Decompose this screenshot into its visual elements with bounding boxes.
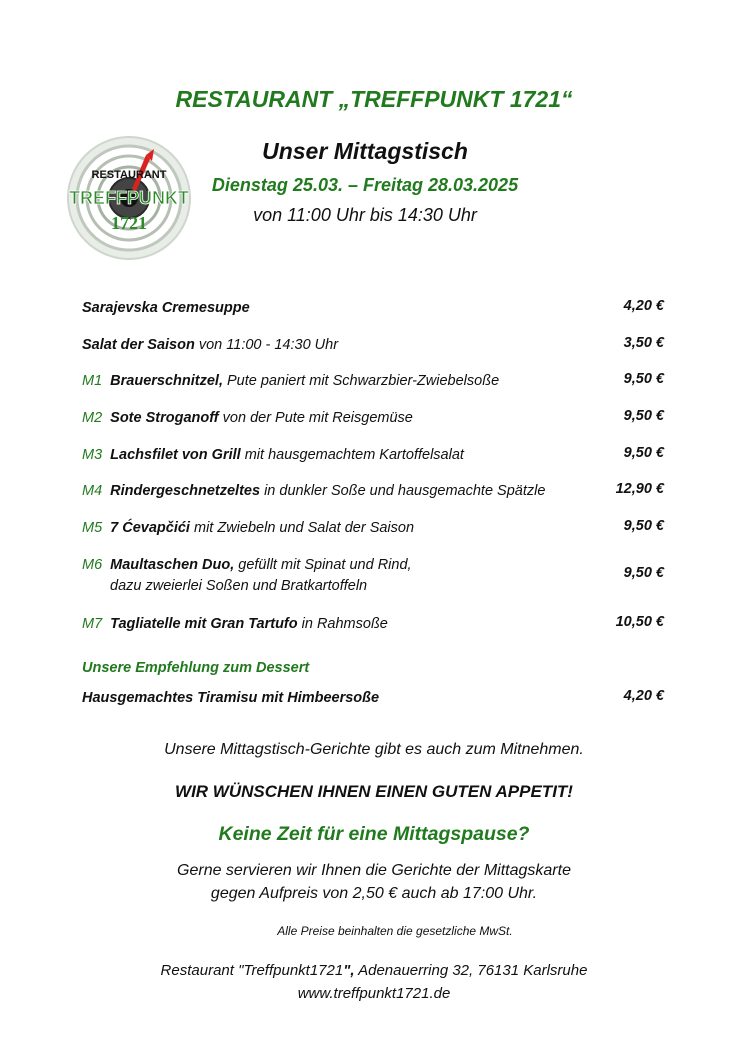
dessert-name: Hausgemachtes Tiramisu mit Himbeersoße xyxy=(82,690,380,706)
menu-item-name: Tagliatelle mit Gran Tartufo xyxy=(110,616,298,632)
menu-item-code: M4 xyxy=(82,483,103,499)
menu-item-code: M1 xyxy=(82,373,103,389)
evening-offer-line1: Gerne servieren wir Ihnen die Gerichte der Mittagskarte xyxy=(177,862,571,879)
menu-item-code: M2 xyxy=(82,410,103,426)
menu-item-name: Sarajevska Cremesuppe xyxy=(82,300,250,316)
menu-item-code: M6 xyxy=(82,557,103,573)
address xyxy=(0,962,748,979)
menu-item-description: von der Pute mit Reisgemüse xyxy=(218,410,413,426)
menu-item-description: Pute paniert mit Schwarzbier-Zwiebelsoße xyxy=(222,373,500,389)
menu-item-name: Rindergeschnetzeltes xyxy=(110,483,261,499)
serving-hours: von 11:00 Uhr bis 14:30 Uhr xyxy=(253,205,477,225)
menu-item-name: 7 Ćevapčići xyxy=(110,520,190,536)
menu-item-name: Lachsfilet von Grill xyxy=(110,447,241,463)
menu-item-description: mit hausgemachtem Kartoffelsalat xyxy=(240,447,464,463)
address-quote: ", xyxy=(343,962,355,979)
menu-item-price: 9,50 € xyxy=(623,408,664,424)
menu-item-price: 4,20 € xyxy=(623,298,664,314)
logo-main-text: TREFFPUNKT xyxy=(69,188,189,208)
address-name: Restaurant "Treffpunkt1721 xyxy=(160,962,344,979)
evening-offer-line2: gegen Aufpreis von 2,50 € auch ab 17:00 Uhr. xyxy=(210,885,538,902)
menu-item-name: Salat der Saison xyxy=(82,337,195,353)
dessert-heading: Unsere Empfehlung zum Dessert xyxy=(82,660,310,676)
logo-top-text: RESTAURANT xyxy=(91,169,167,181)
address-street: Adenauerring 32, 76131 Karlsruhe xyxy=(354,962,588,979)
menu-item-price: 9,50 € xyxy=(623,445,664,461)
menu-item-code: M5 xyxy=(82,520,103,536)
menu-item-code: M3 xyxy=(82,447,103,463)
menu-item-description: gefüllt mit Spinat und Rind, xyxy=(234,557,412,573)
menu-item-price: 9,50 € xyxy=(623,518,664,534)
dessert-price: 4,20 € xyxy=(623,688,664,704)
appetit-message: WIR WÜNSCHEN IHNEN EINEN GUTEN APPETIT! xyxy=(175,782,573,801)
website-link[interactable]: www.treffpunkt1721.de xyxy=(297,985,451,1002)
menu-item-description: mit Zwiebeln und Salat der Saison xyxy=(189,520,415,536)
menu-item-price: 12,90 € xyxy=(615,481,664,497)
menu-item-description: von 11:00 - 14:30 Uhr xyxy=(194,337,339,353)
date-range: Dienstag 25.03. – Freitag 28.03.2025 xyxy=(211,175,519,195)
menu-item-price: 10,50 € xyxy=(615,614,664,630)
menu-item-price: 9,50 € xyxy=(623,371,664,387)
menu-item-name: Maultaschen Duo, xyxy=(110,557,235,573)
menu-item-description: in Rahmsoße xyxy=(297,616,388,632)
logo-number: 1721 xyxy=(111,213,147,233)
menu-item-description: in dunkler Soße und hausgemachte Spätzle xyxy=(260,483,546,499)
menu-item-code: M7 xyxy=(82,616,103,632)
menu-item-description-line2: dazu zweierlei Soßen und Bratkartoffeln xyxy=(110,578,368,594)
page-subtitle: Unser Mittagstisch xyxy=(262,138,468,164)
menu-item-name: Sote Stroganoff xyxy=(110,410,219,426)
takeaway-note: Unsere Mittagstisch-Gerichte gibt es auch zum Mitnehmen. xyxy=(164,741,584,758)
no-time-heading: Keine Zeit für eine Mittagspause? xyxy=(218,823,530,845)
vat-note: Alle Preise beinhalten die gesetzliche MwSt. xyxy=(277,924,513,938)
menu-item-price: 3,50 € xyxy=(623,335,664,351)
menu-item-name: Brauerschnitzel, xyxy=(110,373,223,389)
menu-item-price: 9,50 € xyxy=(623,565,664,581)
restaurant-title: RESTAURANT „TREFFPUNKT 1721“ xyxy=(175,86,573,112)
